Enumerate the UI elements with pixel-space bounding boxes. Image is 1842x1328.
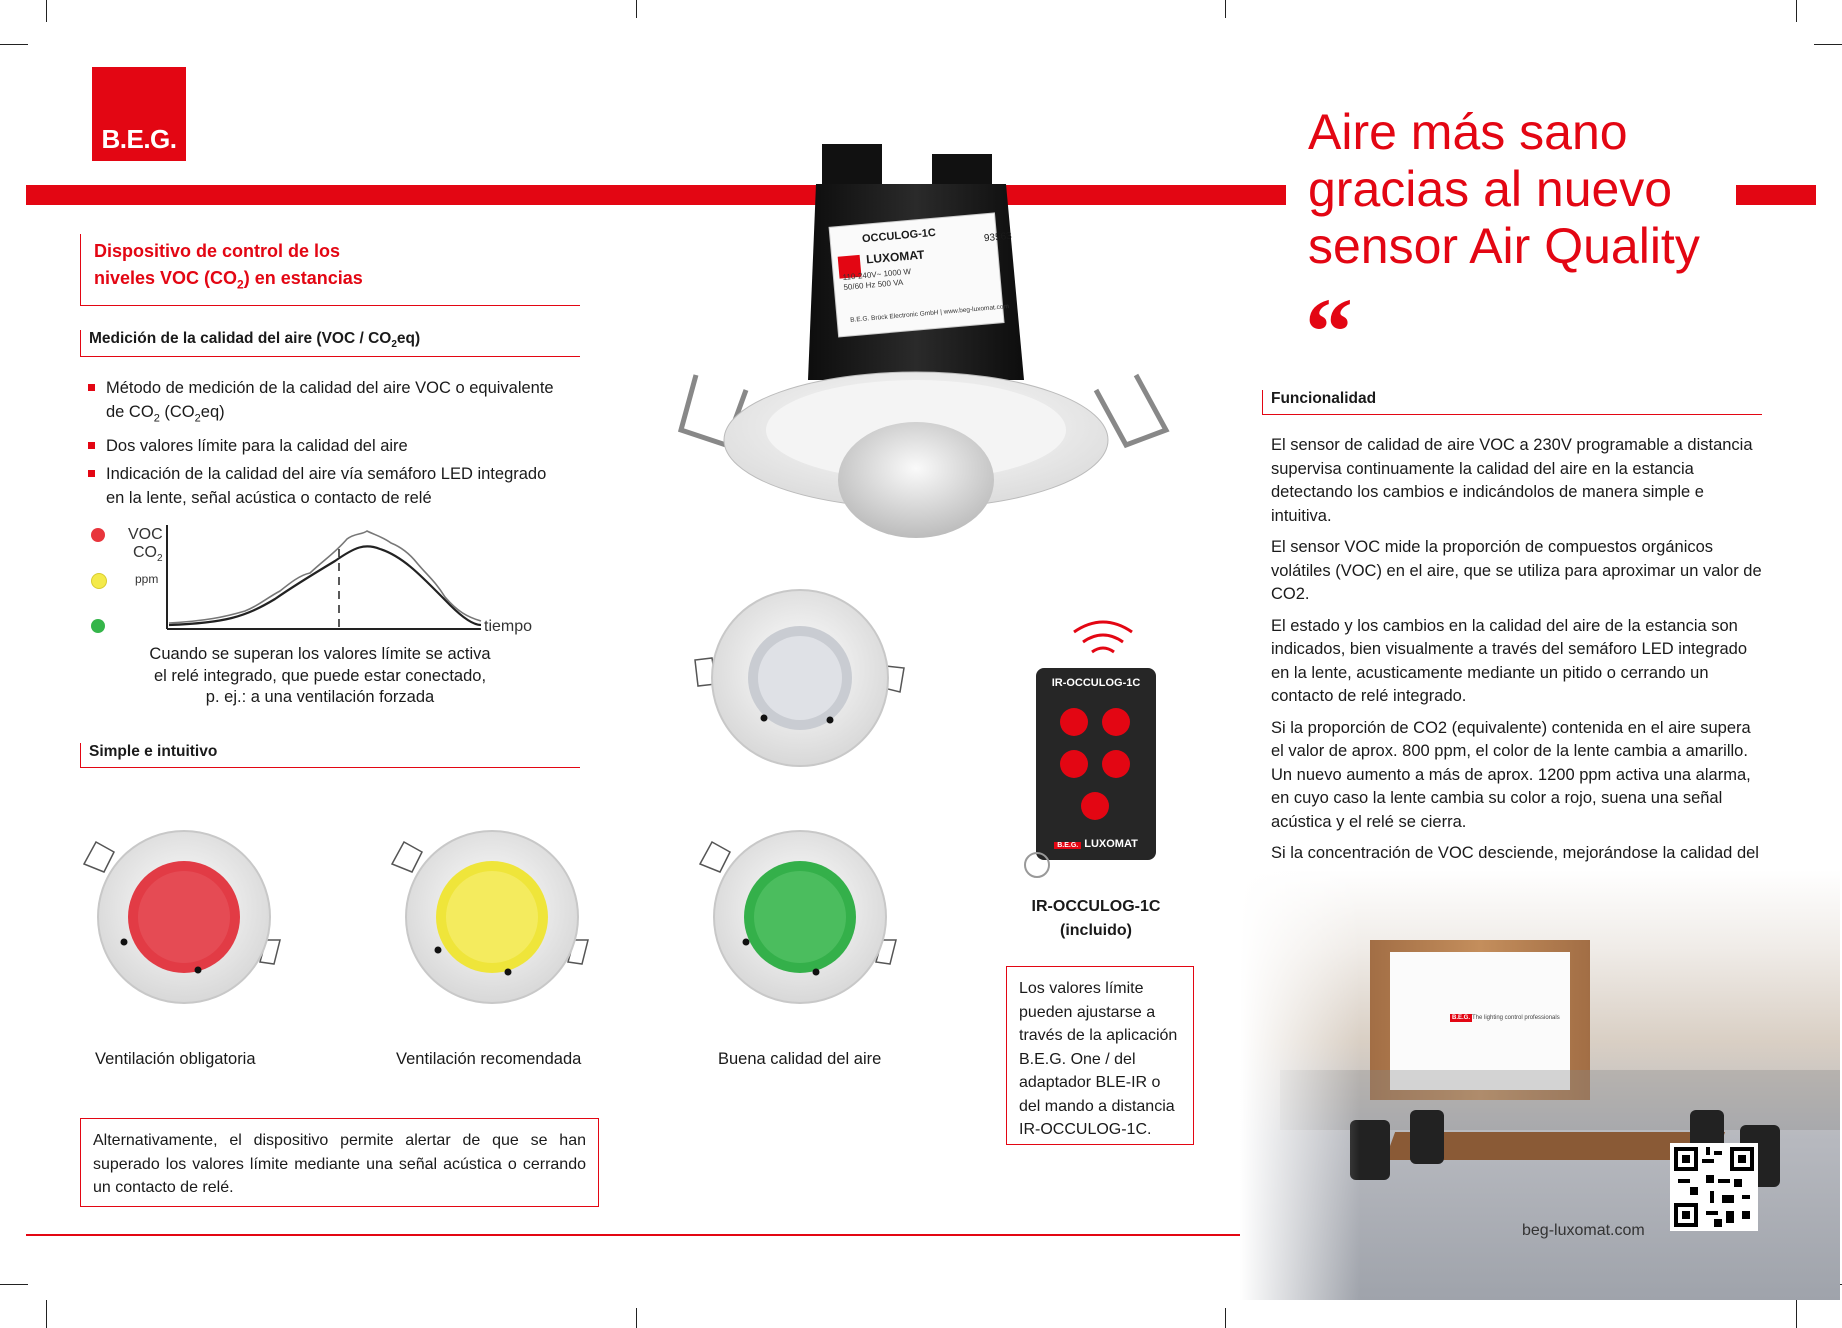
- screen-tagline: The lighting control professionals: [1472, 1015, 1560, 1021]
- chair: [1410, 1110, 1444, 1164]
- voc-curve-chart: [165, 525, 483, 630]
- quote-mark: “: [1305, 278, 1353, 385]
- bullet-item: Dos valores límite para la calidad del aire: [88, 434, 568, 458]
- caption-mandatory-ventilation: Ventilación obligatoria: [95, 1050, 256, 1068]
- crop-mark: [1225, 1308, 1226, 1328]
- bullet-item: Indicación de la calidad del aire vía semáforo LED integrado en la lente, señal acústica o contacto de relé: [88, 462, 568, 510]
- chart-label-voc: VOC: [128, 526, 163, 543]
- functionality-paragraph: Si la concentración de VOC desciende, mejorándose la calidad del: [1271, 844, 1759, 862]
- crop-mark: [1814, 44, 1842, 45]
- alert-note-box: Alternativamente, el dispositivo permite alertar de que se han superado los valores límite mediante una señal acústica o cerrando un contacto de relé.: [80, 1118, 599, 1207]
- qr-code[interactable]: [1670, 1143, 1758, 1231]
- sensor-standby-image: [690, 588, 910, 778]
- product-article-label: 93563: [983, 230, 1013, 245]
- functionality-text: [1271, 434, 1763, 921]
- crop-mark: [0, 1284, 28, 1285]
- remote-button-level1[interactable]: [1060, 708, 1088, 736]
- caption-recommended-ventilation: Ventilación recomendada: [396, 1050, 582, 1068]
- header-bar-right: [1736, 185, 1816, 205]
- remote-caption: IR-OCCULOG-1C (incluido): [1031, 898, 1161, 939]
- green-status-dot: [91, 619, 105, 633]
- chart-label-time: tiempo: [484, 618, 533, 635]
- functionality-paragraph: El sensor de calidad de aire VOC a 230V programable a distancia supervisa continuamente la calidad del aire en la estancia detectando los cambios e indicándolos de manera simple e intuitiva.: [1271, 436, 1753, 525]
- keyring-icon: [1024, 852, 1050, 878]
- product-brand-label: LUXOMAT: [865, 247, 925, 267]
- remote-button-level2[interactable]: [1102, 708, 1130, 736]
- crop-mark: [1796, 1300, 1797, 1328]
- occulog-product-image: [656, 140, 1176, 550]
- section-air-quality-title: Medición de la calidad del aire $(VOC / CO_2eq)$: [80, 330, 580, 357]
- sensor-red-led: [74, 822, 294, 1012]
- remote-button-level3[interactable]: [1060, 750, 1088, 778]
- remote-brand: B.E.G. LUXOMAT: [1036, 838, 1156, 850]
- product-maker-label: B.E.G. Brück Electronic GmbH | www.beg-luxomat.com: [849, 303, 1010, 324]
- left-subtitle-block: [80, 234, 580, 306]
- main-headline: Aire más sano gracias al nuevo sensor Air Quality: [1308, 104, 1700, 274]
- crop-mark: [636, 0, 637, 18]
- functionality-paragraph: El sensor VOC mide la proporción de compuestos orgánicos volátiles (VOC) en el aire, que se utiliza para aproximar un valor de CO2.: [1271, 538, 1762, 603]
- chart-caption: Cuando se superan los valores límite se activa el relé integrado, que puede estar conectado, p. ej.: a una ventilación forzada: [149, 645, 491, 706]
- crop-mark: [46, 0, 47, 22]
- voc-curve: [169, 531, 481, 623]
- functionality-paragraph: El estado y los cambios en la calidad del aire de la estancia son indicados, bien visualmente a través del semáforo LED integrado en la lente, acusticamente mediante un pitido o cerrando un contacto de relé integrado.: [1271, 616, 1748, 705]
- adjustment-info-box: Los valores límite pueden ajustarse a través de la aplicación B.E.G. One / del adaptador BLE-IR o del mando a distancia IR-OCCULOG-1C.: [1006, 966, 1194, 1145]
- co2-curve: [169, 546, 481, 625]
- chart-label-ppm: ppm: [135, 572, 159, 586]
- crop-mark: [0, 44, 28, 45]
- website-link[interactable]: beg-luxomat.com: [1522, 1222, 1645, 1239]
- screen-brand: B.E.G.: [1452, 1015, 1471, 1021]
- crop-mark: [636, 1308, 637, 1328]
- ir-signal-icon: [1068, 616, 1138, 656]
- red-status-dot: [91, 528, 105, 542]
- crop-mark: [1225, 0, 1226, 18]
- beg-logo: B.E.G.: [92, 67, 186, 161]
- feature-bullet-list: [88, 376, 568, 514]
- remote-label: IR-OCCULOG-1C: [1051, 677, 1141, 689]
- product-specs: 110-240V~ 1000 W 50/60 Hz 500 VA: [842, 267, 912, 292]
- left-subtitle-line1: Dispositivo de control de los: [94, 241, 341, 261]
- sensor-yellow-led: [382, 822, 602, 1012]
- left-subtitle-line2: niveles VOC $(CO_2)$ en estancias: [94, 268, 363, 292]
- functionality-title: Funcionalidad: [1262, 390, 1762, 415]
- sensor-green-led: [690, 822, 910, 1012]
- remote-button-relay[interactable]: [1081, 792, 1109, 820]
- crop-mark: [1796, 0, 1797, 22]
- bullet-item: Método de medición de la calidad del aire VOC o equivalente de $CO_2$ $(CO_2eq)$: [88, 376, 568, 430]
- chart-label-co2: $CO_2$: [133, 544, 163, 565]
- yellow-status-dot: [91, 573, 107, 589]
- remote-button-sound[interactable]: [1102, 750, 1130, 778]
- caption-good-air-quality: Buena calidad del aire: [718, 1050, 882, 1068]
- functionality-paragraph: Si la proporción de CO2 (equivalente) contenida en el aire supera el valor de aprox. 800 ppm, el color de la lente cambia a amarillo. Un nuevo aumento a más de aprox. 1200 ppm activa una alarma, en cuyo caso la lente cambia su color a rojo, suena una señal acústica y el relé se cierra.: [1271, 718, 1751, 831]
- remote-control: [1036, 668, 1156, 860]
- product-model-label: OCCULOG-1C: [861, 226, 937, 246]
- section-simple-title: Simple e intuitivo: [80, 743, 580, 768]
- crop-mark: [46, 1300, 47, 1328]
